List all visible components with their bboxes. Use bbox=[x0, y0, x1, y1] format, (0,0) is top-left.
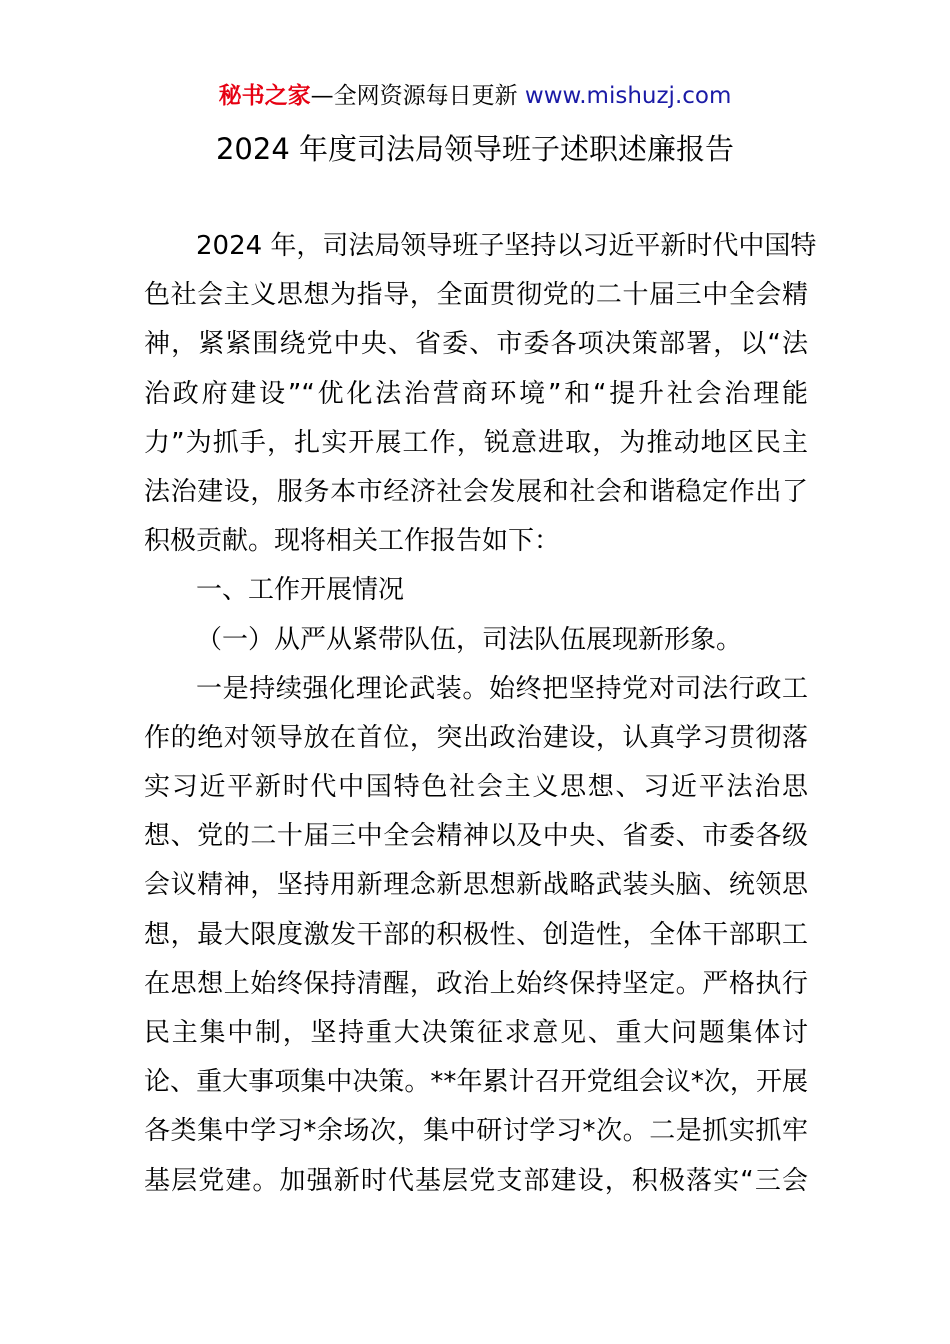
subsection-heading: （一）从严从紧带队伍，司法队伍展现新形象。 bbox=[196, 624, 743, 655]
text-line: 想、党的二十届三中全会精神以及中央、省委、市委各级 bbox=[144, 821, 808, 852]
text-line: 实习近平新时代中国特色社会主义思想、习近平法治思 bbox=[144, 772, 808, 803]
text-line: 基层党建。加强新时代基层党支部建设，积极落实“三会 bbox=[144, 1165, 808, 1196]
text-line: 色社会主义思想为指导，全面贯彻党的二十届三中全会精 bbox=[144, 280, 808, 311]
text-line: 各类集中学习*余场次，集中研讨学习*次。二是抓实抓牢 bbox=[144, 1116, 808, 1147]
text-line: 会议精神，坚持用新理念新思想新战略武装头脑、统领思 bbox=[144, 870, 808, 901]
document-title: 2024 年度司法局领导班子述职述廉报告 bbox=[215, 132, 735, 166]
document-body bbox=[144, 226, 817, 1210]
site-brand: 秘书之家 bbox=[218, 83, 311, 109]
text-line: 在思想上始终保持清醒，政治上始终保持坚定。严格执行 bbox=[144, 968, 808, 999]
section-heading: 一、工作开展情况 bbox=[196, 575, 405, 606]
text-line: 作的绝对领导放在首位，突出政治建设，认真学习贯彻落 bbox=[144, 722, 808, 753]
site-url[interactable]: www.mishuzj.com bbox=[524, 83, 732, 109]
text-line: 2024 年，司法局领导班子坚持以习近平新时代中国特 bbox=[196, 231, 817, 261]
text-line: 想，最大限度激发干部的积极性、创造性，全体干部职工 bbox=[144, 919, 808, 950]
text-line: 治政府建设”“优化法治营商环境”和“提升社会治理能 bbox=[144, 378, 808, 409]
text-line: 民主集中制，坚持重大决策征求意见、重大问题集体讨 bbox=[144, 1018, 808, 1048]
text-line: 一是持续强化理论武装。始终把坚持党对司法行政工 bbox=[196, 673, 808, 704]
text-line: 力”为抓手，扎实开展工作，锐意进取，为推动地区民主 bbox=[144, 427, 808, 458]
text-line: 法治建设，服务本市经济社会发展和社会和谐稳定作出了 bbox=[144, 476, 808, 507]
site-tagline: —全网资源每日更新 bbox=[310, 83, 525, 109]
site-header bbox=[0, 80, 950, 112]
text-line: 论、重大事项集中决策。**年累计召开党组会议*次，开展 bbox=[144, 1067, 808, 1098]
text-line: 积极贡献。现将相关工作报告如下： bbox=[144, 526, 561, 557]
text-line: 神，紧紧围绕党中央、省委、市委各项决策部署，以“法 bbox=[144, 329, 808, 360]
